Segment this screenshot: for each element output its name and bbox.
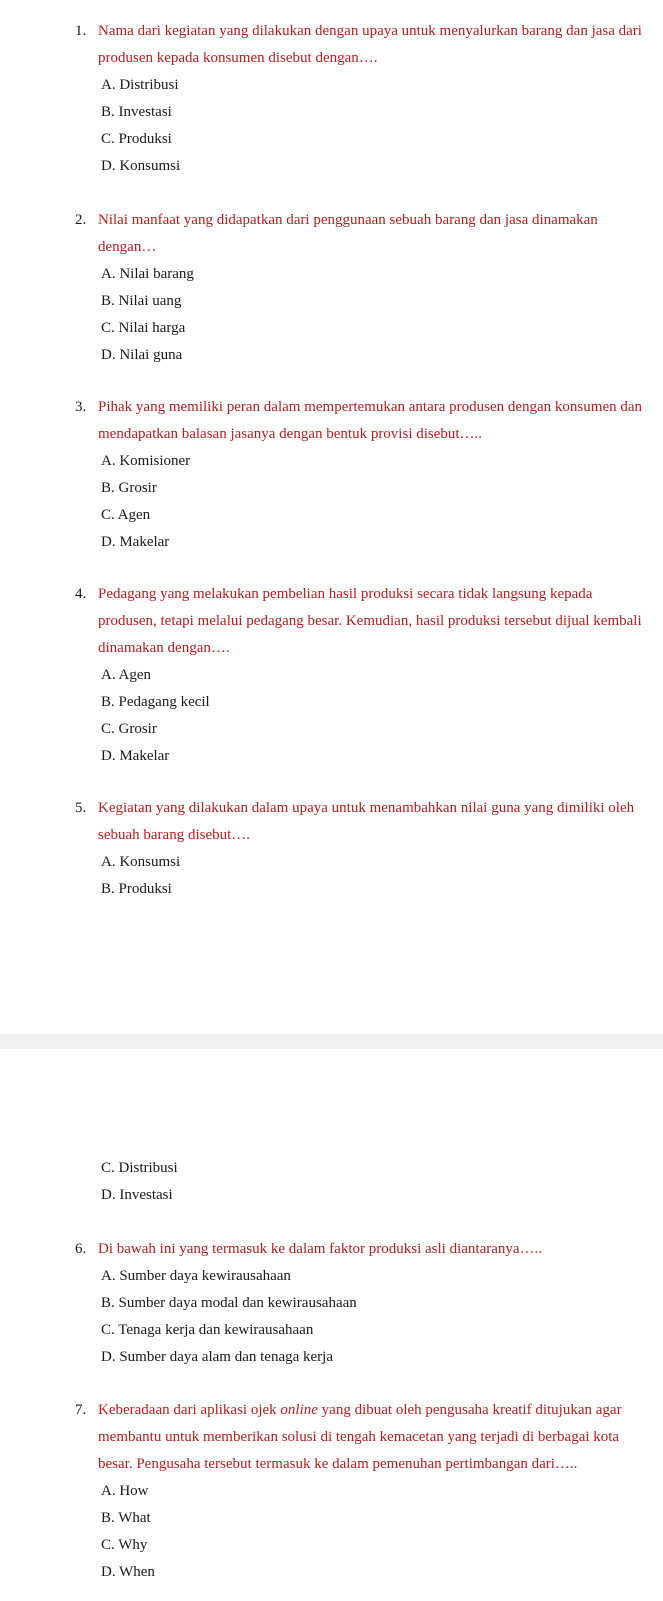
option-a: A. Agen — [101, 667, 151, 683]
option-c: C. Tenaga kerja dan kewirausahaan — [101, 1322, 314, 1338]
question-number: 2. — [75, 212, 87, 228]
option-b: B. Nilai uang — [101, 293, 182, 309]
question-5 — [0, 795, 663, 903]
option-b: B. What — [101, 1510, 151, 1526]
question-stem — [0, 1236, 663, 1263]
question-text: Pihak yang memiliki peran dalam mempertemukan antara produsen dengan konsumen dan mendapatkan balasan jasanya dengan bentuk provisi disebut….. — [98, 399, 643, 442]
option-a: A. How — [101, 1483, 149, 1499]
option-c: C. Nilai harga — [101, 320, 186, 336]
question-text-end: yang dibuat oleh pengusaha kreatif ditujukan agar membantu untuk memberikan solusi di tengah kemacetan yang terjadi di berbagai kota besar. Pengusaha tersebut termasuk ke dalam pemenuhan pertimbangan dari….. — [98, 1402, 622, 1472]
question-text: Nilai manfaat yang didapatkan dari penggunaan sebuah barang dan jasa dinamakan dengan… — [98, 212, 598, 255]
question-text: Kegiatan yang dilakukan dalam upaya untuk menambahkan nilai guna yang dimiliki oleh sebuah barang disebut…. — [98, 800, 635, 843]
option-c: C. Distribusi — [101, 1160, 178, 1176]
option-b: B. Pedagang kecil — [101, 694, 210, 710]
question-number: 4. — [75, 586, 87, 602]
option-c: C. Agen — [101, 507, 151, 523]
option-b: B. Produksi — [101, 881, 172, 897]
option-b: B. Investasi — [101, 104, 172, 120]
question-4 — [0, 581, 663, 770]
option-a: A. Distribusi — [101, 77, 179, 93]
question-text-italic: online — [280, 1402, 318, 1418]
question-3 — [0, 394, 663, 556]
question-stem — [0, 1397, 663, 1478]
question-stem — [0, 795, 663, 849]
question-2 — [0, 207, 663, 369]
question-7 — [0, 1397, 663, 1586]
question-number: 3. — [75, 399, 87, 415]
option-d: D. Sumber daya alam dan tenaga kerja — [101, 1349, 333, 1365]
option-a: A. Sumber daya kewirausahaan — [101, 1268, 291, 1284]
question-text: Nama dari kegiatan yang dilakukan dengan upaya untuk menyalurkan barang dan jasa dari produsen kepada konsumen disebut dengan…. — [98, 23, 642, 66]
option-b: B. Sumber daya modal dan kewirausahaan — [101, 1295, 357, 1311]
question-text: Pedagang yang melakukan pembelian hasil produksi secara tidak langsung kepada produsen, tetapi melalui pedagang besar. Kemudian, hasil produksi tersebut dijual kembali dinamakan dengan…. — [98, 586, 642, 656]
option-d: D. Makelar — [101, 534, 170, 550]
question-number: 7. — [75, 1402, 87, 1418]
option-d: D. Konsumsi — [101, 158, 181, 174]
question-text: Di bawah ini yang termasuk ke dalam faktor produksi asli diantaranya….. — [98, 1241, 543, 1257]
option-d: D. Makelar — [101, 748, 170, 764]
page-break-divider — [0, 1034, 663, 1049]
option-d: D. When — [101, 1564, 155, 1580]
question-number: 6. — [75, 1241, 87, 1257]
option-b: B. Grosir — [101, 480, 157, 496]
question-stem — [0, 18, 663, 72]
question-number: 1. — [75, 23, 87, 39]
question-text-start: Keberadaan dari aplikasi ojek — [98, 1402, 281, 1418]
option-a: A. Nilai barang — [101, 266, 194, 282]
question-text — [98, 1397, 649, 1478]
question-stem — [0, 581, 663, 662]
question-stem — [0, 394, 663, 448]
option-d: D. Nilai guna — [101, 347, 183, 363]
option-c: C. Why — [101, 1537, 148, 1553]
option-a: A. Konsumsi — [101, 854, 181, 870]
option-d: D. Investasi — [101, 1187, 173, 1203]
question-number: 5. — [75, 800, 87, 816]
option-c: C. Grosir — [101, 721, 157, 737]
question-6 — [0, 1236, 663, 1371]
question-stem — [0, 207, 663, 261]
option-c: C. Produksi — [101, 131, 172, 147]
question-5-continued — [0, 1155, 663, 1209]
option-a: A. Komisioner — [101, 453, 191, 469]
question-1 — [0, 18, 663, 180]
